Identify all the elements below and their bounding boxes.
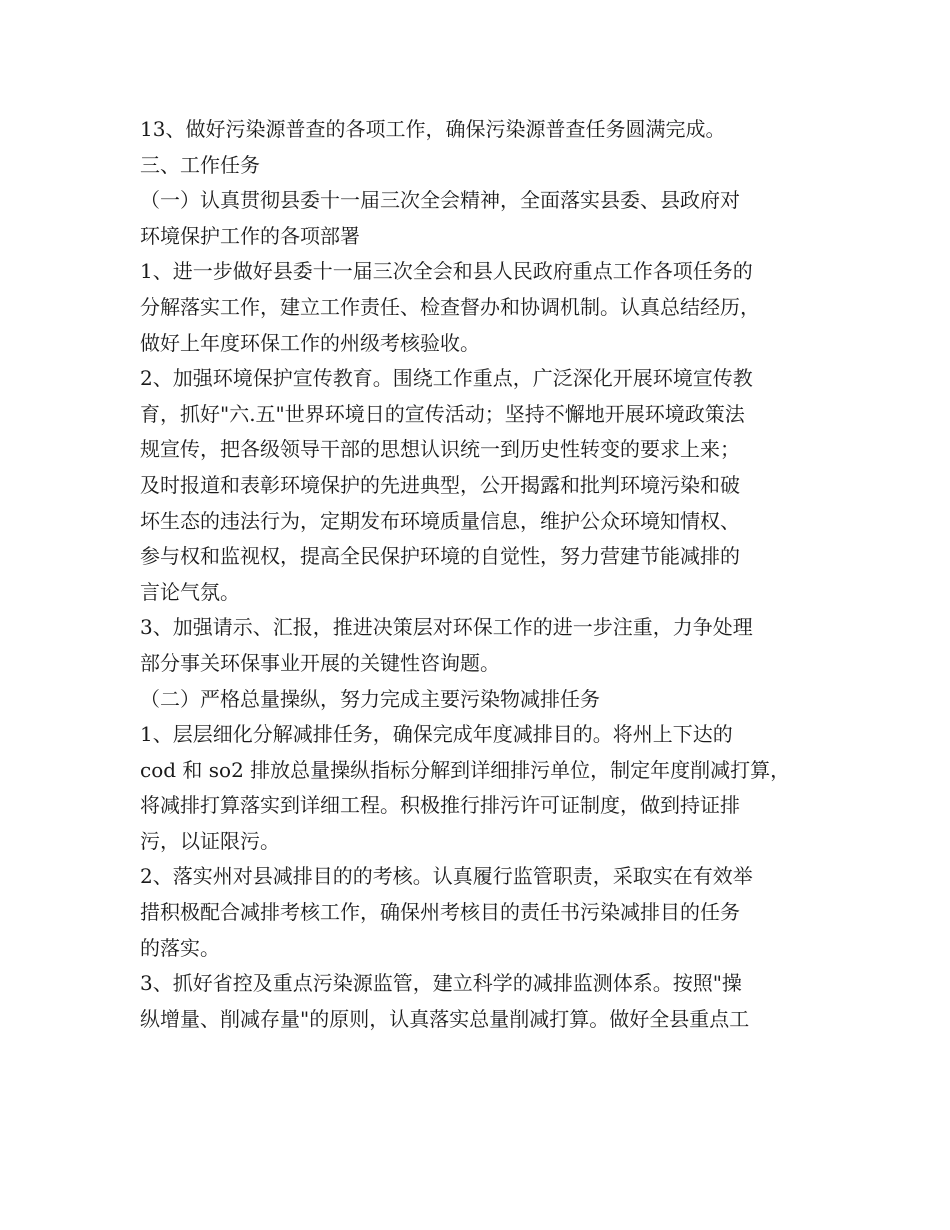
text-line: 规宣传，把各级领导干部的思想认识统一到历史性转变的要求上来； (140, 437, 740, 462)
text-line: 做好上年度环保工作的州级考核验收。 (140, 330, 480, 355)
text-line: 1、进一步做好县委十一届三次全会和县人民政府重点工作各项任务的 (140, 259, 753, 284)
text-line: 言论气氛。 (140, 579, 240, 604)
text-line: 措积极配合减排考核工作，确保州考核目的责任书污染减排目的任务 (140, 900, 740, 925)
text-line: 2、落实州对县减排目的的考核。认真履行监管职责，采取实在有效举 (140, 864, 753, 889)
text-line: 污，以证限污。 (140, 828, 280, 853)
text-line: 及时报道和表彰环境保护的先进典型，公开揭露和批判环境污染和破 (140, 472, 740, 497)
text-line: 1、层层细化分解减排任务，确保完成年度减排目的。将州上下达的 (140, 722, 733, 747)
text-line: 分解落实工作，建立工作责任、检查督办和协调机制。认真总结经历， (140, 294, 760, 319)
text-line: 3、抓好省控及重点污染源监管，建立科学的减排监测体系。按照"操 (140, 971, 742, 996)
subsection-heading: （一）认真贯彻县委十一届三次全会精神，全面落实县委、县政府对 (140, 188, 740, 213)
text-line: 育，抓好"六.五"世界环境日的宣传活动；坚持不懈地开展环境政策法 (140, 401, 745, 426)
text-line: 将减排打算落实到详细工程。积极推行排污许可证制度，做到持证排 (140, 793, 740, 818)
subsection-heading: 环境保护工作的各项部署 (140, 223, 360, 248)
text-line: 纵增量、削减存量"的原则，认真落实总量削减打算。做好全县重点工 (140, 1006, 750, 1031)
text-line: 2、加强环境保护宣传教育。围绕工作重点，广泛深化开展环境宣传教 (140, 366, 753, 391)
text-line: 坏生态的违法行为，定期发布环境质量信息，维护公众环境知情权、 (140, 508, 740, 533)
text-line: 13、做好污染源普查的各项工作，确保污染源普查任务圆满完成。 (140, 117, 726, 141)
document-body (140, 112, 830, 1037)
text-line: cod 和 so2 排放总量操纵指标分解到详细排污单位，制定年度削减打算， (140, 757, 791, 782)
section-heading: 三、工作任务 (140, 152, 260, 177)
subsection-heading: （二）严格总量操纵，努力完成主要污染物减排任务 (140, 686, 600, 711)
text-line: 参与权和监视权，提高全民保护环境的自觉性，努力营建节能减排的 (140, 544, 740, 569)
text-line: 的落实。 (140, 935, 220, 960)
text-line: 部分事关环保事业开展的关键性咨询题。 (140, 650, 500, 675)
text-line: 3、加强请示、汇报，推进决策层对环保工作的进一步注重，力争处理 (140, 615, 753, 640)
